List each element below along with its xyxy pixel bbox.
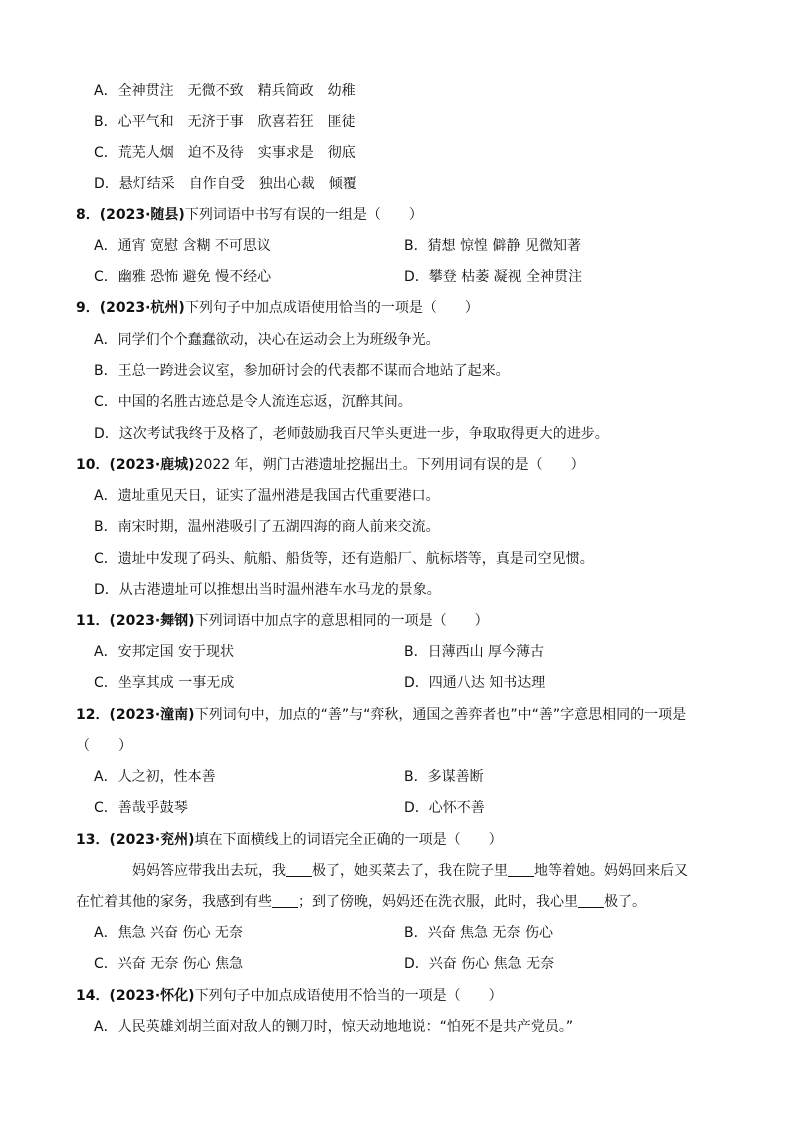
q8-option-d: D．攀登 枯萎 凝视 全神贯注 [404,269,583,285]
question-12-stem-bracket: （ ） [76,738,132,754]
question-14-stem: 14．(2023·怀化)下列句子中加点成语使用不恰当的一项是（ ） [76,988,503,1004]
q12-option-a: A．人之初，性本善 [94,769,216,785]
q13-option-d: D．兴奋 伤心 焦急 无奈 [404,956,555,972]
q13-option-a: A．焦急 兴奋 伤心 无奈 [94,925,243,941]
q9-option-d: D．这次考试我终于及格了，老师鼓励我百尺竿头更进一步，争取取得更大的进步。 [94,426,609,442]
q8-option-c: C．幽雅 恐怖 避免 慢不经心 [94,269,272,285]
question-13-stem: 13．(2023·兖州)填在下面横线上的词语完全正确的一项是（ ） [76,832,503,848]
q7-option-a: A．全神贯注 无微不致 精兵简政 幼稚 [94,83,356,99]
fill-blank-3 [272,893,298,908]
question-12-stem: 12．(2023·潼南)下列词句中，加点的“善”与“弈秋，通国之善弈者也”中“善”字意思相同的一项是 [76,707,687,723]
q12-option-b: B．多谋善断 [404,769,484,785]
q10-option-c: C．遗址中发现了码头、航船、船货等，还有造船厂、航标塔等，真是司空见惯。 [94,551,594,567]
question-9-stem: 9．(2023·杭州)下列句子中加点成语使用恰当的一项是（ ） [76,300,479,316]
q10-option-d: D．从古港遗址可以推想出当时温州港车水马龙的景象。 [94,582,441,598]
q11-option-a: A．安邦定国 安于现状 [94,644,235,660]
q13-passage-line-1: 妈妈答应带我出去玩，我 极了，她买菜去了，我在院子里 地等着她。妈妈回来后又 [132,863,688,879]
q11-option-c: C．坐享其成 一事无成 [94,675,235,691]
question-11-stem: 11．(2023·舞钢)下列词语中加点字的意思相同的一项是（ ） [76,613,489,629]
q7-option-c: C．荒芜人烟 迫不及待 实事求是 彻底 [94,145,356,161]
q9-option-c: C．中国的名胜古迹总是令人流连忘返，沉醉其间。 [94,394,412,410]
q9-option-b: B．王总一跨进会议室，参加研讨会的代表都不谋而合地站了起来。 [94,363,510,379]
q12-option-d: D．心怀不善 [404,800,485,816]
fill-blank-1 [286,862,312,877]
q7-option-b: B．心平气和 无济于事 欣喜若狂 匪徒 [94,114,356,130]
q9-option-a: A．同学们个个蠢蠢欲动，决心在运动会上为班级争光。 [94,332,440,348]
q12-option-c: C．善哉乎鼓琴 [94,800,188,816]
q11-option-d: D．四通八达 知书达理 [404,675,546,691]
q13-passage-line-2: 在忙着其他的家务，我感到有些 ；到了傍晚，妈妈还在洗衣服，此时，我心里 极了。 [76,894,646,910]
q7-option-d: D．悬灯结采 自作自受 独出心裁 倾覆 [94,176,357,192]
question-10-stem: 10．(2023·鹿城)2022 年，朔门古港遗址挖掘出土。下列用词有误的是（ ） [76,457,585,473]
q10-option-b: B．南宋时期，温州港吸引了五湖四海的商人前来交流。 [94,519,440,535]
q10-option-a: A．遗址重见天日，证实了温州港是我国古代重要港口。 [94,488,440,504]
q14-option-a: A．人民英雄刘胡兰面对敌人的铡刀时，惊天动地地说：“怕死不是共产党员。” [94,1019,574,1035]
q11-option-b: B．日薄西山 厚今薄古 [404,644,545,660]
fill-blank-2 [508,862,534,877]
q8-option-a: A．通宵 宽慰 含糊 不可思议 [94,238,271,254]
q8-option-b: B．猜想 惊惶 僻静 见微知著 [404,238,581,254]
question-8-stem: 8．(2023·随县)下列词语中书写有误的一组是（ ） [76,207,423,223]
fill-blank-4 [578,893,604,908]
q13-option-c: C．兴奋 无奈 伤心 焦急 [94,956,244,972]
q13-option-b: B．兴奋 焦急 无奈 伤心 [404,925,553,941]
